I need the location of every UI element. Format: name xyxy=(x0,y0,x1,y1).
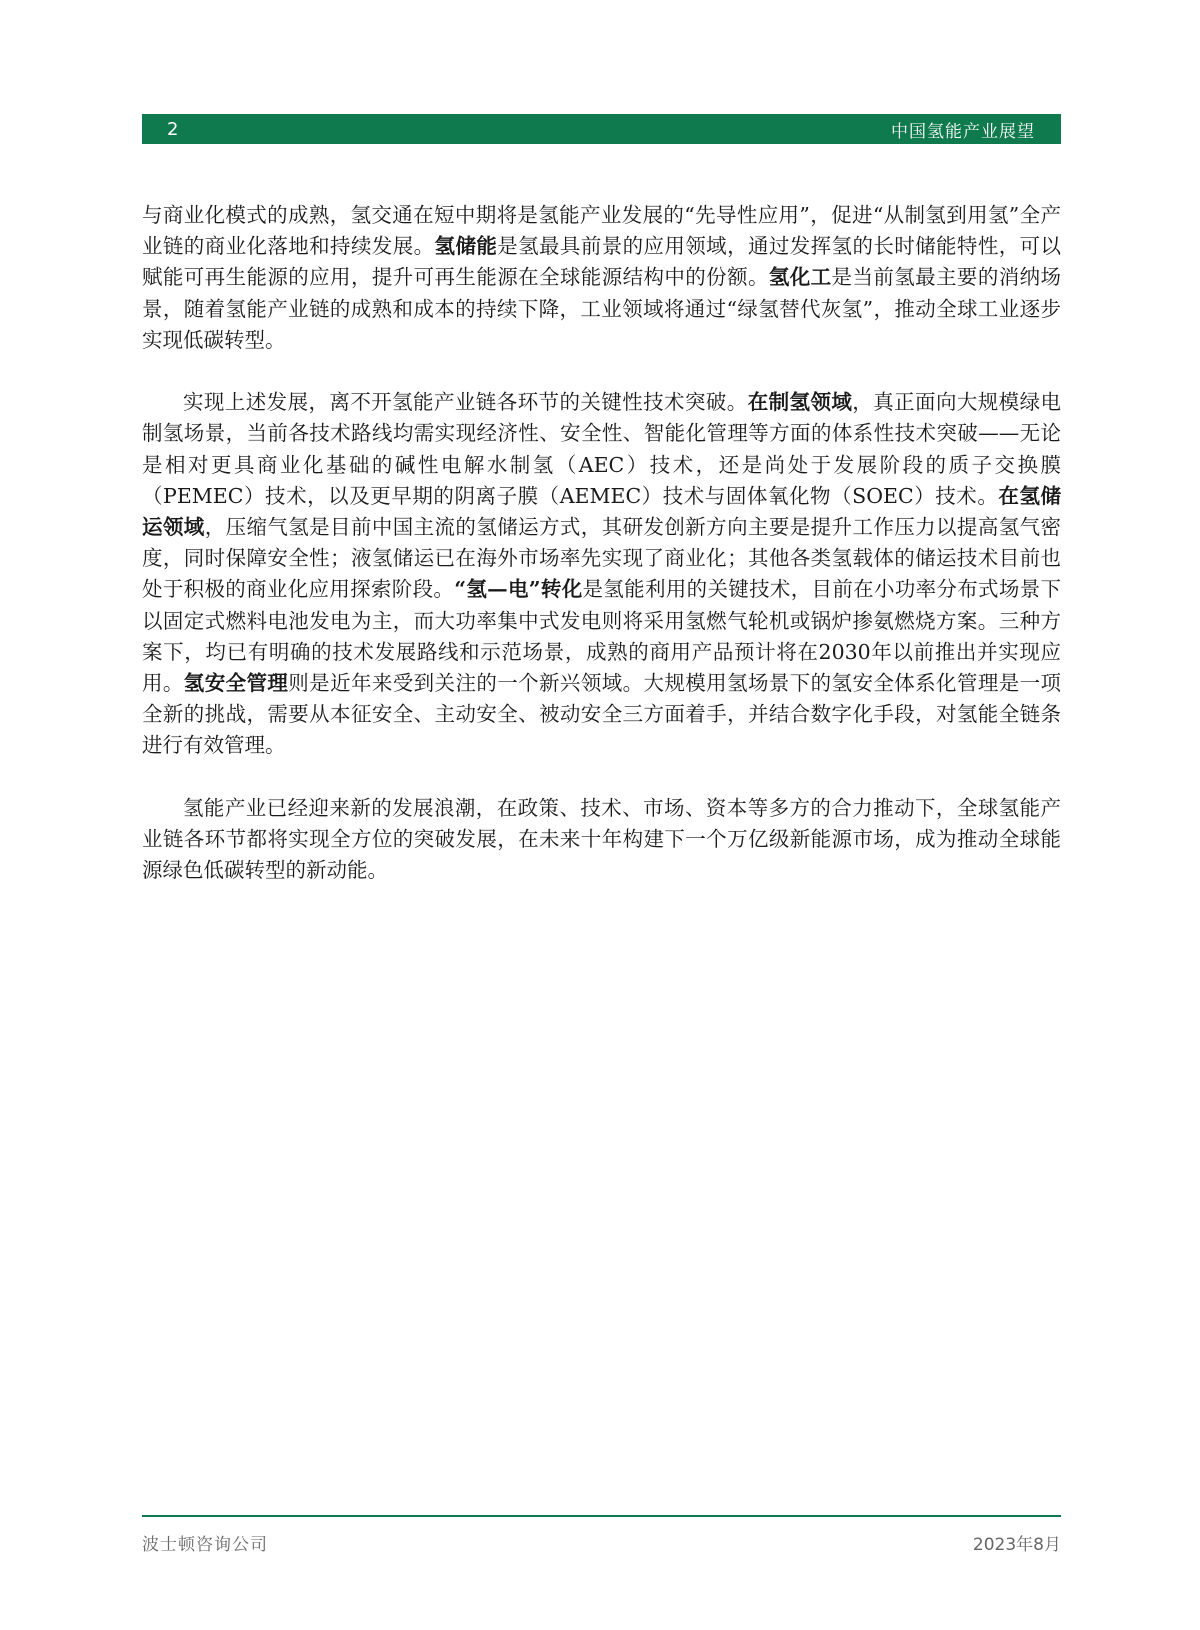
paragraph-text: 氢能产业已经迎来新的发展浪潮，在政策、技术、市场、资本等多方的合力推动下，全球氢能产业链各环节都将实现全方位的突破发展，在未来十年构建下一个万亿级新能源市场，成为推动全球能源绿色低碳转型的新动能。 xyxy=(142,795,1061,883)
paragraph-2 xyxy=(142,387,1061,761)
footer-company: 波士顿咨询公司 xyxy=(142,1535,268,1555)
header-title: 中国氢能产业展望 xyxy=(891,121,1035,142)
paragraph-text: ，压缩气氢是目前中国主流的氢储运方式，其研发创新方向主要是提升工作压力以提高氢气密度，同时保障安全性；液氢储运已在海外市场率先实现了商业化；其他各类氢载体的储运技术目前也处于积极的商业化应用探索阶段。 xyxy=(142,515,1061,602)
paragraph-3 xyxy=(142,793,1061,887)
paragraph-text: 则是近年来受到关注的一个新兴领域。大规模用氢场景下的氢安全体系化管理是一项全新的挑战，需要从本征安全、主动安全、被动安全三方面着手，并结合数字化手段，对氢能全链条进行有效管理。 xyxy=(142,671,1062,758)
keyword-hydrogen-storage: 氢储能 xyxy=(434,234,498,259)
paragraph-text: 是氢能利用的关键技术，目前在小功率分布式场景下以固定式燃料电池发电为主，而大功率集中式发电则将采用氢燃气轮机或锅炉掺氨燃烧方案。三种方案下，均已有明确的技术发展路线和示范场景，成熟的商用产品预计将在2030年以前推出并实现应用。 xyxy=(142,577,1061,696)
keyword-safety-management: 氢安全管理 xyxy=(183,671,289,696)
paragraph-text: 是当前氢最主要的消纳场景，随着氢能产业链的成熟和成本的持续下降，工业领域将通过“绿氢替代灰氢”，推动全球工业逐步实现低碳转型。 xyxy=(142,265,1061,352)
body-text xyxy=(142,200,1061,886)
paragraph-text: 与商业化模式的成熟，氢交通在短中期将是氢能产业发展的“先导性应用”，促进“从制氢到用氢”全产业链的商业化落地和持续发展。 xyxy=(142,203,1061,259)
paragraph-text: 实现上述发展，离不开氢能产业链各环节的关键性技术突破。 xyxy=(183,390,748,415)
header-bar xyxy=(142,114,1061,144)
keyword-hydrogen-chemical: 氢化工 xyxy=(768,265,832,290)
keyword-storage-transport: 在氢储运领域 xyxy=(142,483,1062,540)
footer-divider xyxy=(142,1515,1061,1517)
paragraph-text: ，真正面向大规模绿电制氢场景，当前各技术路线均需实现经济性、安全性、智能化管理等方面的体系性技术突破——无论是相对更具商业化基础的碱性电解水制氢（AEC）技术，还是尚处于发展阶段的质子交换膜（PEMEC）技术，以及更早期的阴离子膜（AEMEC）技术与固体氧化物（SOEC）技术。 xyxy=(142,390,1062,508)
footer-date: 2023年8月 xyxy=(972,1535,1061,1555)
keyword-hydrogen-power: “氢—电”转化 xyxy=(454,577,583,602)
paragraph-1 xyxy=(142,200,1061,356)
paragraph-text: 是氢最具前景的应用领域，通过发挥氢的长时储能特性，可以赋能可再生能源的应用，提升可再生能源在全球能源结构中的份额。 xyxy=(142,234,1062,290)
keyword-production: 在制氢领域 xyxy=(747,390,853,415)
page-number: 2 xyxy=(167,118,179,140)
